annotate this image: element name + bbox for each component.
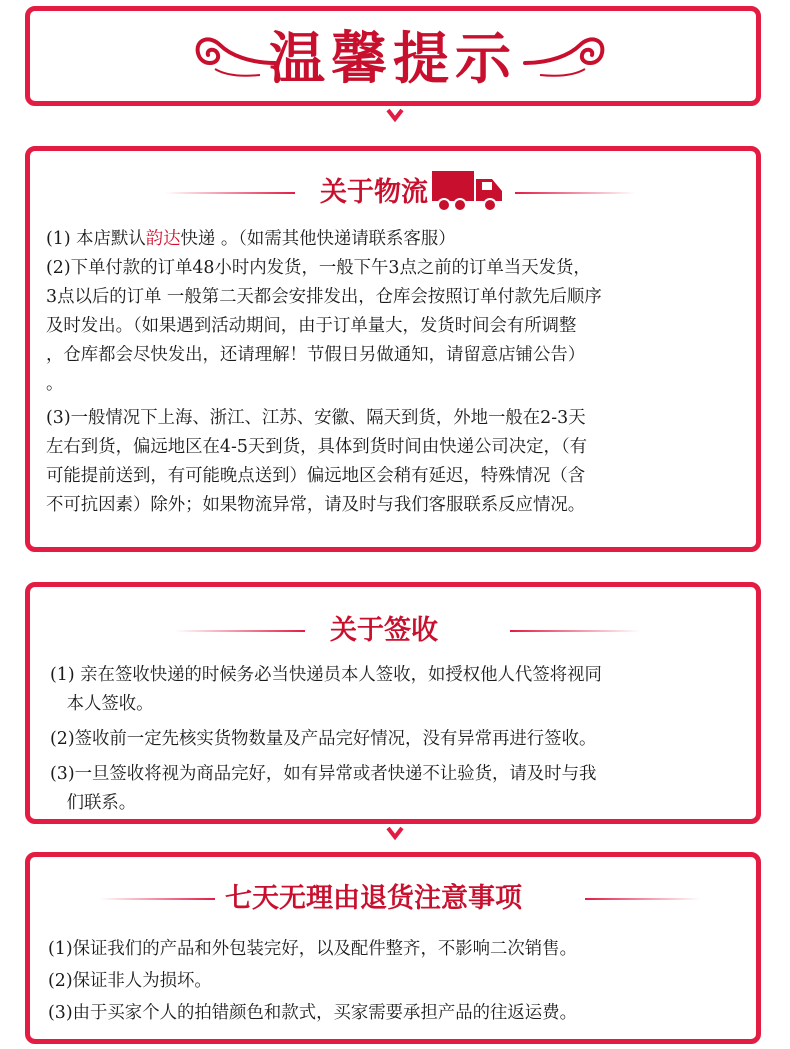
signing-line: 本人签收。 [50, 694, 154, 714]
returns-line: (1)保证我们的产品和外包装完好，以及配件整齐，不影响二次销售。 [48, 939, 577, 959]
section-title: 七天无理由退货注意事项 [225, 883, 522, 914]
page-title: 温馨提示 [269, 26, 517, 92]
section-title: 关于物流 [320, 177, 428, 208]
logistics-line: (2)下单付款的订单48小时内发货，一般下午3点之前的订单当天发货， [46, 258, 591, 278]
scroll-ornament-icon [520, 25, 610, 95]
logistics-line: 及时发出。（如果遇到活动期间，由于订单量大，发货时间会有所调整 [46, 316, 577, 336]
signing-line: (3)一旦签收将视为商品完好，如有异常或者快递不让验货，请及时与我 [50, 764, 597, 784]
logistics-line: (3)一般情况下上海、浙江、江苏、安徽、隔天到货，外地一般在2-3天 [46, 408, 586, 428]
section-header [30, 171, 756, 215]
logistics-line: (1) 本店默认韵达快递 。（如需其他快递请联系客服） [46, 229, 456, 249]
divider [510, 630, 640, 632]
logistics-line: 3点以后的订单 一般第二天都会安排发出，仓库会按照订单付款先后顺序 [46, 287, 602, 307]
returns-line: (3)由于买家个人的拍错颜色和款式，买家需要承担产品的往返运费。 [48, 1003, 577, 1023]
signing-section [25, 582, 761, 824]
signing-line: 们联系。 [50, 793, 137, 813]
returns-line: (2)保证非人为损坏。 [48, 971, 212, 991]
logistics-line: 可能提前送到，有可能晚点送到）偏远地区会稍有延迟，特殊情况（含 [46, 466, 586, 486]
divider [165, 192, 295, 194]
chevron-down-icon [386, 826, 404, 840]
logistics-line: ，仓库都会尽快发出，还请理解！节假日另做通知，请留意店铺公告） [46, 345, 586, 365]
section-header [30, 877, 756, 921]
logistics-line: 。 [46, 374, 64, 394]
logistics-line: 不可抗因素）除外；如果物流异常，请及时与我们客服联系反应情况。 [46, 495, 586, 515]
divider [585, 898, 700, 900]
section-header [30, 609, 756, 653]
signing-line: (2)签收前一定先核实货物数量及产品完好情况，没有异常再进行签收。 [50, 729, 597, 749]
chevron-down-icon [386, 108, 404, 122]
signing-line: (1) 亲在签收快递的时候务必当快递员本人签收，如授权他人代签将视同 [50, 665, 602, 685]
logistics-line: 左右到货，偏远地区在4-5天到货，具体到货时间由快递公司决定，（有 [46, 437, 588, 457]
returns-section [25, 852, 761, 1044]
divider [100, 898, 215, 900]
truck-icon [430, 167, 506, 215]
section-title: 关于签收 [330, 615, 438, 646]
logistics-section [25, 146, 761, 552]
header-box [25, 6, 761, 106]
divider [515, 192, 635, 194]
divider [175, 630, 305, 632]
